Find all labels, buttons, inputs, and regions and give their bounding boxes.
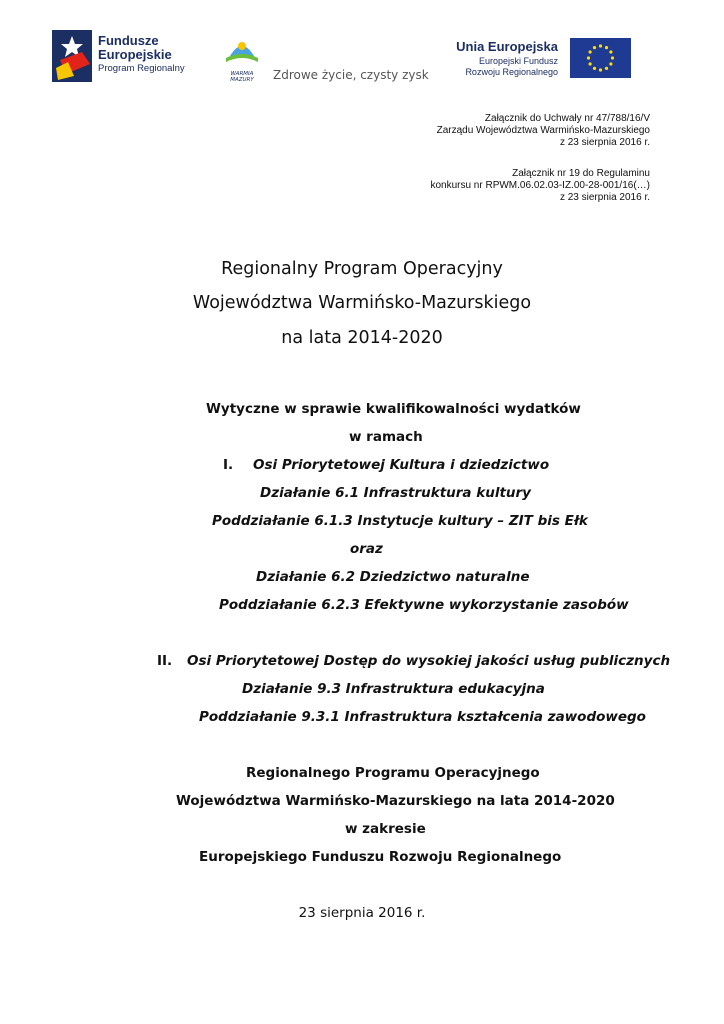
eu-flag-icon: [570, 38, 631, 78]
section2-axis: Osi Priorytetowej Dostęp do wysokiej jakości usług publicznych: [187, 653, 671, 669]
title-line3: na lata 2014-2020: [281, 328, 443, 348]
section1-subaction-6-2-3: Poddziałanie 6.2.3 Efektywne wykorzystanie zasobów: [219, 597, 629, 613]
section2-numeral: II.: [157, 653, 173, 669]
section1-action-6-2: Działanie 6.2 Dziedzictwo naturalne: [256, 569, 530, 585]
eu-title: Unia Europejska: [456, 39, 558, 54]
slogan: Zdrowe życie, czysty zysk: [273, 68, 429, 82]
section2-subaction-9-3-1: Poddziałanie 9.3.1 Infrastruktura kształcenia zawodowego: [199, 709, 646, 725]
section1-axis: Osi Priorytetowej Kultura i dziedzictwo: [253, 457, 550, 473]
fe-logo-line2: Europejskie: [98, 46, 172, 62]
section1-subaction-6-1-3: Poddziałanie 6.1.3 Instytucje kultury – ZIT bis Ełk: [212, 513, 588, 529]
fe-star-emblem-icon: [52, 30, 92, 82]
warmia-mazury-logo: [222, 36, 266, 83]
annex-a-line1: Załącznik do Uchwały nr 47/788/16/V: [484, 113, 650, 124]
annex-a-line3: z 23 sierpnia 2016 r.: [559, 137, 650, 148]
title-line2: Województwa Warmińsko-Mazurskiego: [192, 293, 532, 313]
annex-note-resolution: [437, 113, 650, 149]
eu-logo-text: [420, 39, 558, 79]
annex-b-line1: Załącznik nr 19 do Regulaminu: [512, 168, 650, 179]
annex-b-line3: z 23 sierpnia 2016 r.: [559, 192, 650, 203]
eu-fund-line2: Rozwoju Regionalnego: [465, 67, 558, 78]
title-line1: Regionalny Program Operacyjny: [221, 259, 503, 279]
fundusze-europejskie-logo: [52, 30, 192, 84]
annex-a-line2: Zarządu Województwa Warmińsko-Mazurskiego: [436, 125, 650, 136]
program-line1: Regionalnego Programu Operacyjnego: [246, 765, 540, 781]
section1-oraz: oraz: [350, 541, 383, 557]
section2-action-9-3: Działanie 9.3 Infrastruktura edukacyjna: [242, 681, 545, 697]
guidelines-line1: Wytyczne w sprawie kwalifikowalności wydatków: [206, 401, 581, 417]
warmia-logo-line1: WARMIA: [230, 71, 254, 77]
program-line4: Europejskiego Funduszu Rozwoju Regionalnego: [199, 849, 562, 865]
program-line2: Województwa Warmińsko-Mazurskiego na lata 2014-2020: [176, 793, 615, 809]
guidelines-line2: w ramach: [349, 429, 423, 445]
section1-action-6-1: Działanie 6.1 Infrastruktura kultury: [260, 485, 531, 501]
section1-numeral: I.: [223, 457, 234, 473]
warmia-logo-line2: MAZURY: [230, 77, 254, 83]
warmia-mazury-emblem-icon: [222, 36, 262, 66]
annex-b-line2: konkursu nr RPWM.06.02.03-IZ.00-28-001/16(…): [430, 180, 650, 191]
fe-logo-line1: Fundusze: [98, 33, 159, 48]
fe-logo-line3: Program Regionalny: [98, 63, 185, 75]
document-date: 23 sierpnia 2016 r.: [298, 905, 426, 921]
eu-fund-line1: Europejski Fundusz: [478, 56, 558, 66]
program-line3: w zakresie: [345, 821, 426, 837]
annex-note-regulation: [430, 168, 650, 204]
